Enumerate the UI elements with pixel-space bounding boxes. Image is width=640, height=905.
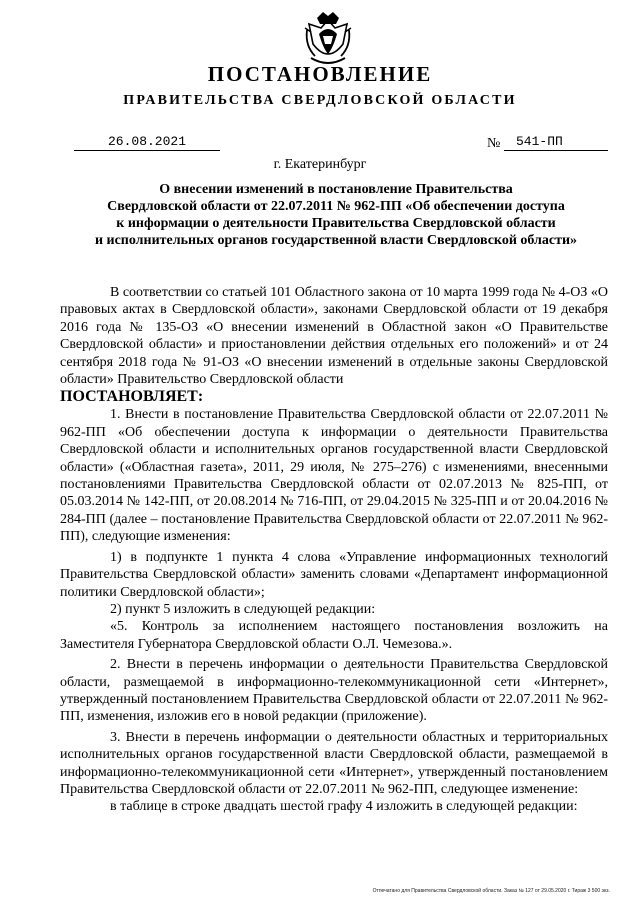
document-number: 541-ПП	[504, 134, 608, 151]
preamble-paragraph: В соответствии со статьей 101 Областного закона от 10 марта 1999 года № 4-ОЗ «О правовых актах в Свердловской области», законами Свердловской области от 19 декабря 2016 года № 135-ОЗ «О внесении изменений в Областной закон «О Правительстве Свердловской области» и приостановлении действия отдельных его положений» и от 24 сентября 2018 года № 91-ОЗ «О внесении изменений в отдельные законы Свердловской области» Правительство Свердловской области	[60, 285, 608, 388]
item-1-2-quote: «5. Контроль за исполнением настоящего постановления возложить на Заместителя Губернатора Свердловской области О.Л. Чемезова.».	[60, 619, 608, 652]
city-line: г. Екатеринбург	[273, 157, 367, 172]
heading-line: О внесении изменений в постановление Правительства	[159, 182, 513, 197]
coat-of-arms-icon	[303, 10, 353, 66]
document-body	[60, 284, 608, 816]
number-sign: №	[487, 136, 501, 151]
document-heading	[60, 181, 612, 249]
item-2-paragraph: 2. Внести в перечень информации о деятельности Правительства Свердловской области, размещаемой в информационно-телекоммуникационной сети «Интернет», утвержденный постановлением Правительства Свердловской области от 22.07.2011 № 962-ПП, изменения, изложив его в новой редакции (приложение).	[60, 657, 608, 725]
document-subtitle: ПРАВИТЕЛЬСТВА СВЕРДЛОВСКОЙ ОБЛАСТИ	[123, 93, 517, 108]
document-title: ПОСТАНОВЛЕНИЕ	[207, 62, 433, 86]
heading-line: Свердловской области от 22.07.2011 № 962-ПП «Об обеспечении доступа	[107, 199, 565, 214]
document-date: 26.08.2021	[74, 134, 220, 151]
print-footer: Отпечатано для Правительства Свердловской области. Заказ № 127 от 29.05.2020 г. Тираж 3 500 экз.	[372, 888, 610, 894]
heading-line: и исполнительных органов государственной власти Свердловской области»	[94, 233, 578, 248]
item-3-1-paragraph: в таблице в строке двадцать шестой графу 4 изложить в следующей редакции:	[110, 799, 578, 815]
item-1-2-paragraph: 2) пункт 5 изложить в следующей редакции:	[110, 601, 376, 617]
item-1-1-paragraph: 1) в подпункте 1 пункта 4 слова «Управление информационных технологий Правительства Свердловской области» заменить словами «Департамент информационной политики Свердловской области»;	[60, 549, 608, 600]
item-3-paragraph: 3. Внести в перечень информации о деятельности областных и территориальных исполнительных органов государственной власти Свердловской области, размещаемой в информационно-телекоммуникационной сети «Интернет», утвержденный постановлением Правительства Свердловской области от 22.07.2011 № 962-ПП, следующее изменение:	[60, 729, 608, 797]
decree-word: ПОСТАНОВЛЯЕТ:	[60, 388, 204, 406]
item-1-paragraph: 1. Внести в постановление Правительства Свердловской области от 22.07.2011 № 962-ПП «Об обеспечении доступа к информации о деятельности Правительства Свердловской области и исполнительных органов государственной власти Свердловской области» («Областная газета», 2011, 29 июля, № 275–276) с изменениями, внесенными постановлениями Правительства Свердловской области от 02.07.2013 № 825-ПП, от 05.03.2014 № 142-ПП, от 20.08.2014 № 716-ПП, от 29.04.2015 № 325-ПП и от 20.04.2016 № 284-ПП (далее – постановление Правительства Свердловской области от 22.07.2011 № 962-ПП), следующие изменения:	[60, 407, 608, 545]
heading-line: к информации о деятельности Правительства Свердловской области	[116, 216, 556, 231]
